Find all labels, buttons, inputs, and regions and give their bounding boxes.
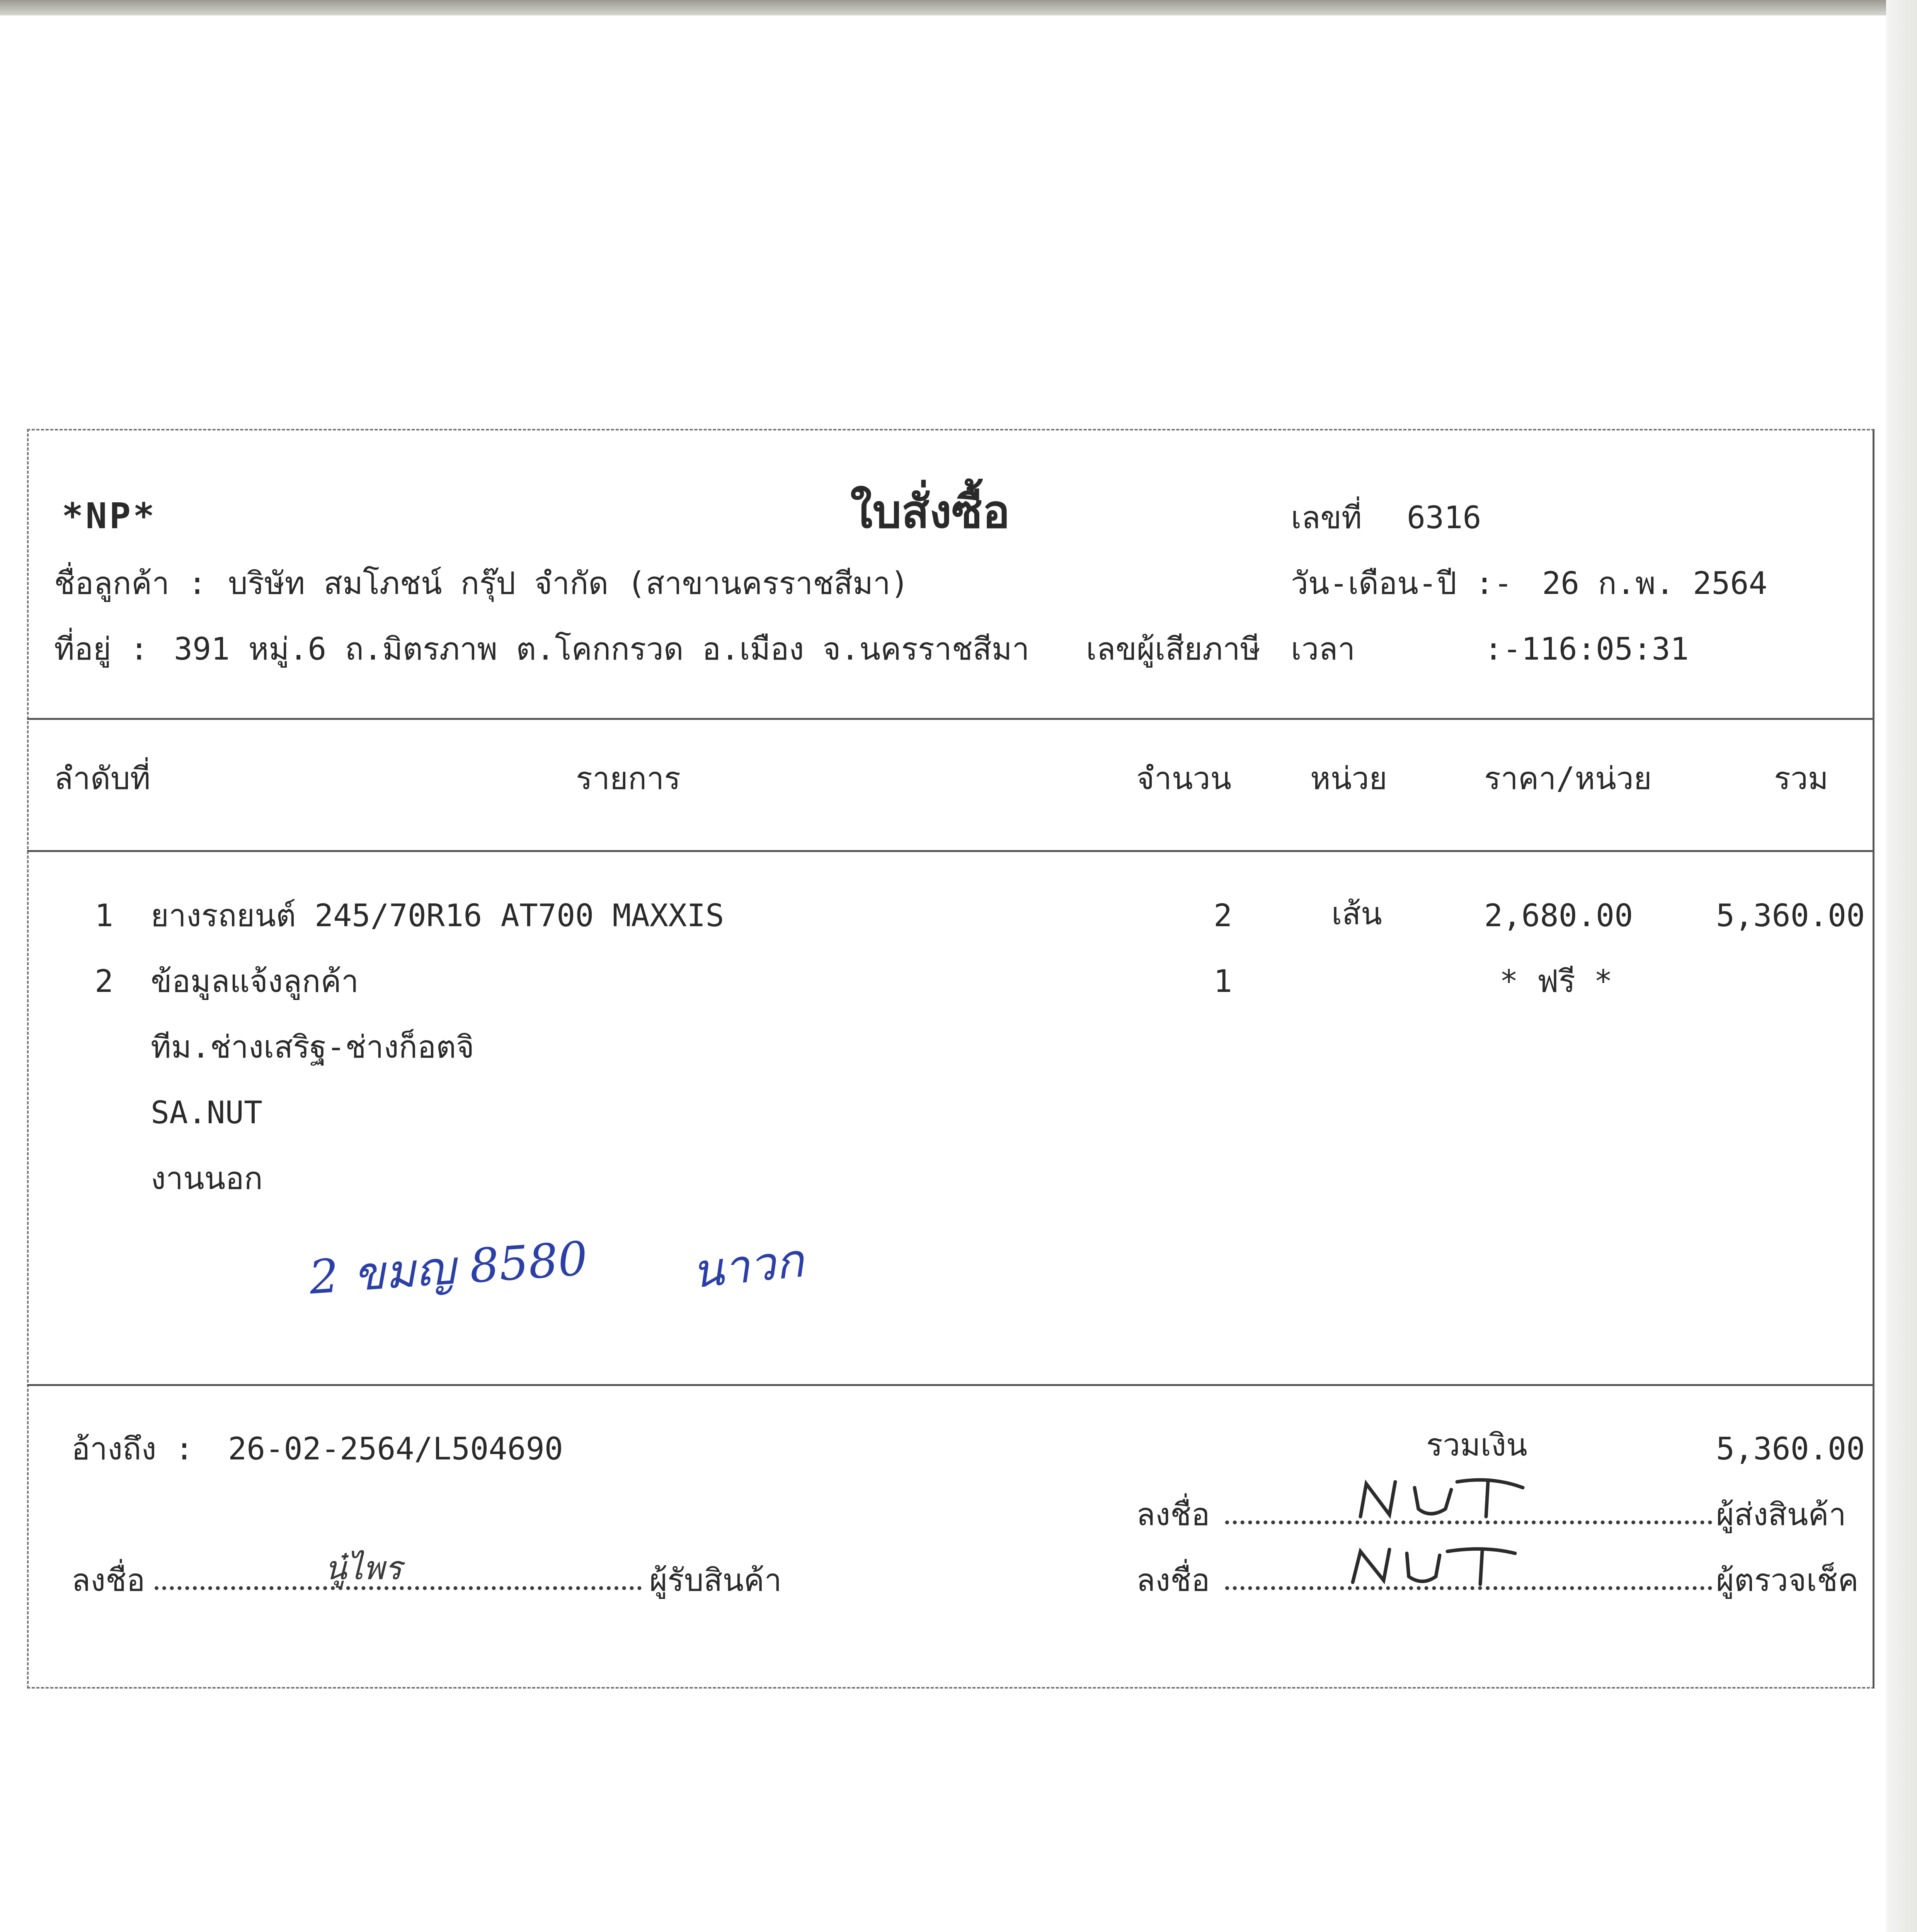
handwritten-plate: 2 ขมญ 8580 (307, 1231, 589, 1305)
col-header-total: รวม (1774, 760, 1828, 796)
receiver-signature: นู๋ไพร (325, 1549, 402, 1587)
col-header-no: ลำดับที่ (54, 760, 151, 796)
col-header-item: รายการ (576, 760, 681, 796)
row-2-qty: 1 (1214, 963, 1233, 999)
note-sa: SA.NUT (151, 1095, 262, 1131)
handwritten-name: นาวก (689, 1234, 806, 1299)
note-outside: งานนอก (151, 1160, 263, 1196)
receiver-sign-label: ลงชื่อ (72, 1562, 145, 1598)
row-2-price: * ฟรี * (1500, 963, 1613, 999)
row-2-no: 2 (95, 963, 114, 999)
address: 391 หมู่.6 ถ.มิตรภาพ ต.โคกกรวด อ.เมือง จ.นครราชสีมา (174, 631, 1030, 667)
address-label: ที่อยู่ : (54, 631, 148, 667)
sender-signature (1353, 1472, 1531, 1522)
doc-no-label: เลขที่ (1291, 500, 1362, 536)
row-1-price: 2,680.00 (1484, 898, 1633, 934)
col-header-unit: หน่วย (1310, 760, 1388, 796)
col-header-price: ราคา/หน่วย (1484, 760, 1652, 796)
customer-name: บริษัท สมโภชน์ กรุ๊ป จำกัด (สาขานครราชสีมา) (228, 565, 909, 601)
row-1-unit: เส้น (1331, 896, 1382, 932)
row-1-item: ยางรถยนต์ 245/70R16 AT700 MAXXIS (151, 898, 724, 934)
customer-label: ชื่อลูกค้า : (54, 565, 207, 601)
date-label: วัน-เดือน-ปี :- (1291, 565, 1513, 601)
scan-edge-top (0, 0, 1917, 15)
row-1-total: 5,360.00 (1716, 898, 1865, 934)
ref-value: 26-02-2564/L504690 (228, 1431, 563, 1467)
tax-label: เลขผู้เสียภาษี (1086, 631, 1261, 667)
divider-footer (27, 1384, 1874, 1386)
col-header-qty: จำนวน (1136, 760, 1232, 796)
receiver-role: ผู้รับสินค้า (649, 1562, 782, 1598)
date-value: 26 ก.พ. 2564 (1542, 565, 1767, 601)
divider-columns (27, 850, 1874, 852)
doc-title: ใบสั่งซื้อ (850, 485, 1010, 538)
sum-label: รวมเงิน (1426, 1427, 1527, 1463)
np-tag: *NP* (62, 495, 157, 537)
sender-role: ผู้ส่งสินค้า (1716, 1497, 1846, 1532)
time-label: เวลา (1291, 631, 1355, 667)
checker-sign-label: ลงชื่อ (1136, 1562, 1210, 1598)
ref-label: อ้างถึง : (72, 1431, 194, 1467)
row-1-qty: 2 (1214, 898, 1233, 934)
note-team: ทีม.ช่างเสริฐ-ช่างก็อตจิ (151, 1029, 474, 1065)
row-2-item: ข้อมูลแจ้งลูกค้า (151, 963, 359, 999)
time-value: :-116:05:31 (1484, 631, 1689, 667)
doc-no: 6316 (1407, 500, 1481, 536)
checker-signature (1345, 1540, 1523, 1590)
row-1-no: 1 (95, 898, 114, 934)
scan-edge-right (1886, 0, 1917, 1932)
sender-sign-label: ลงชื่อ (1136, 1497, 1210, 1532)
checker-role: ผู้ตรวจเช็ค (1716, 1562, 1859, 1598)
sum-value: 5,360.00 (1716, 1431, 1865, 1467)
divider-header (27, 718, 1874, 720)
